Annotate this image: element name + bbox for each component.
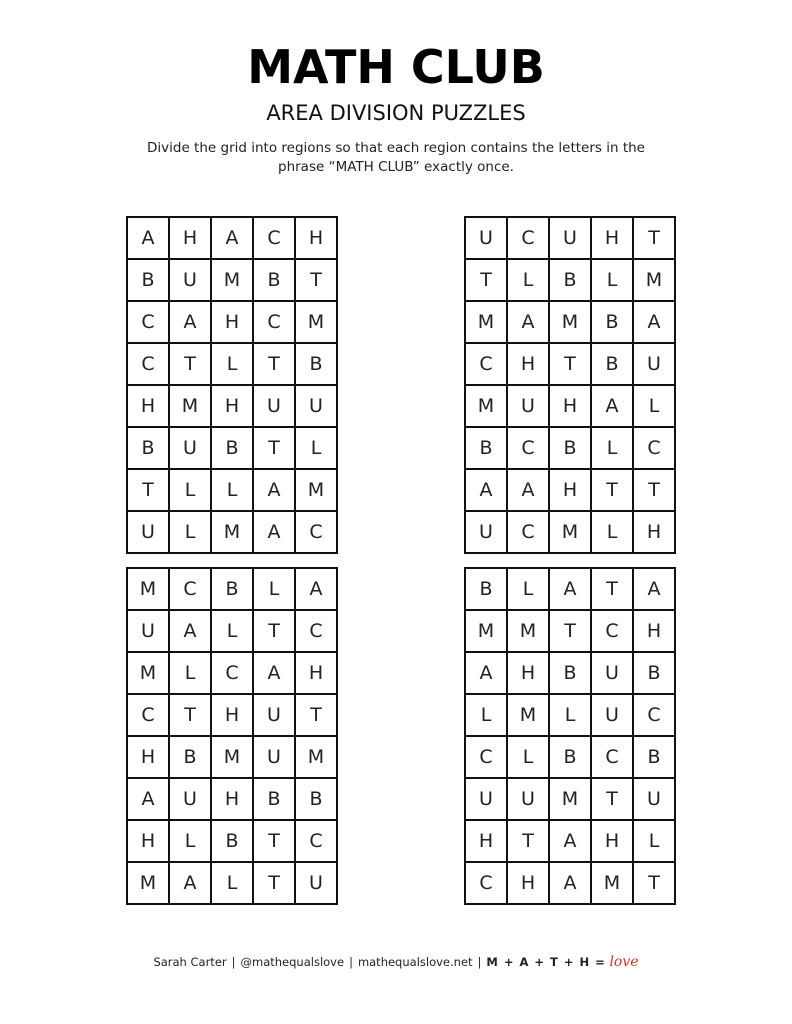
puzzle-cell: U — [591, 694, 633, 736]
puzzle-cell: T — [253, 427, 295, 469]
puzzle-cell: L — [633, 385, 675, 427]
puzzle-cell: T — [591, 778, 633, 820]
puzzle-cell: B — [549, 652, 591, 694]
puzzle-row — [465, 217, 675, 259]
puzzle-cell: T — [465, 259, 507, 301]
puzzle-row — [465, 343, 675, 385]
puzzle-cell: L — [211, 469, 253, 511]
puzzle-cell: B — [253, 259, 295, 301]
footer-brand: M + A + T + H = — [486, 955, 606, 969]
puzzle-cell: B — [127, 427, 169, 469]
puzzle-cell: A — [127, 217, 169, 259]
puzzle-cell: A — [633, 301, 675, 343]
puzzle-cell: B — [465, 427, 507, 469]
puzzle-cell: B — [591, 301, 633, 343]
page-subtitle: AREA DIVISION PUZZLES — [266, 101, 526, 125]
puzzle-cell: U — [169, 427, 211, 469]
puzzle-cell: H — [127, 385, 169, 427]
puzzle-cell: B — [549, 259, 591, 301]
puzzle-cell: A — [591, 385, 633, 427]
puzzle-row — [127, 820, 337, 862]
puzzle-cell: A — [465, 652, 507, 694]
puzzle-cell: C — [253, 301, 295, 343]
puzzle-cell: T — [295, 259, 337, 301]
footer-handle: @mathequalslove — [240, 955, 345, 969]
puzzle-cell: M — [211, 736, 253, 778]
puzzle-grid-4 — [464, 567, 676, 905]
footer-separator: | — [349, 955, 353, 969]
puzzle-cell: B — [633, 736, 675, 778]
puzzle-cell: M — [127, 652, 169, 694]
puzzle-cell: B — [295, 778, 337, 820]
puzzle-row — [127, 862, 337, 904]
puzzle-cell: M — [127, 862, 169, 904]
puzzle-cell: H — [295, 652, 337, 694]
puzzle-row — [127, 736, 337, 778]
puzzle-cell: U — [507, 385, 549, 427]
puzzle-cell: U — [127, 511, 169, 553]
puzzle-row — [127, 217, 337, 259]
puzzle-cell: M — [549, 778, 591, 820]
puzzle-cell: H — [465, 820, 507, 862]
puzzle-cell: C — [295, 610, 337, 652]
puzzle-cell: H — [507, 652, 549, 694]
puzzle-cell: A — [169, 862, 211, 904]
puzzle-cell: L — [211, 610, 253, 652]
puzzle-cell: L — [591, 427, 633, 469]
puzzle-cell: C — [507, 217, 549, 259]
puzzle-cell: T — [253, 610, 295, 652]
puzzle-cell: M — [211, 259, 253, 301]
puzzle-cell: B — [169, 736, 211, 778]
puzzle-row — [465, 736, 675, 778]
puzzle-cell: M — [295, 469, 337, 511]
puzzle-cell: T — [633, 217, 675, 259]
puzzle-row — [465, 778, 675, 820]
puzzle-cell: A — [633, 568, 675, 610]
puzzle-row — [465, 385, 675, 427]
puzzle-cell: B — [633, 652, 675, 694]
puzzle-cell: B — [211, 568, 253, 610]
puzzle-cell: U — [169, 778, 211, 820]
puzzle-cell: U — [253, 694, 295, 736]
puzzle-row — [127, 511, 337, 553]
puzzle-cell: B — [253, 778, 295, 820]
puzzle-cell: L — [169, 820, 211, 862]
puzzle-row — [465, 610, 675, 652]
puzzle-cell: A — [507, 469, 549, 511]
footer-separator: | — [477, 955, 482, 969]
puzzle-cell: M — [549, 511, 591, 553]
puzzle-cell: T — [253, 820, 295, 862]
puzzle-cell: A — [253, 652, 295, 694]
puzzle-row — [127, 385, 337, 427]
puzzle-cell: C — [465, 862, 507, 904]
puzzle-cell: A — [253, 469, 295, 511]
puzzle-row — [127, 568, 337, 610]
puzzle-cell: C — [127, 301, 169, 343]
puzzle-cell: A — [507, 301, 549, 343]
puzzle-cell: B — [127, 259, 169, 301]
puzzle-cell: T — [633, 469, 675, 511]
puzzle-cell: C — [591, 736, 633, 778]
footer — [0, 954, 792, 970]
puzzle-cell: A — [169, 301, 211, 343]
puzzle-cell: U — [591, 652, 633, 694]
puzzle-cell: C — [465, 736, 507, 778]
puzzle-cell: C — [295, 820, 337, 862]
footer-website: mathequalslove.net — [357, 955, 473, 969]
puzzle-cell: C — [295, 511, 337, 553]
footer-author: Sarah Carter — [153, 955, 227, 969]
puzzle-cell: A — [295, 568, 337, 610]
puzzle-cell: T — [633, 862, 675, 904]
puzzle-cell: B — [549, 736, 591, 778]
puzzle-row — [127, 301, 337, 343]
puzzle-row — [465, 511, 675, 553]
puzzle-cell: T — [591, 469, 633, 511]
puzzle-cell: L — [169, 469, 211, 511]
puzzle-cell: C — [633, 427, 675, 469]
puzzle-cell: H — [127, 736, 169, 778]
puzzle-cell: C — [465, 343, 507, 385]
puzzle-cell: L — [507, 259, 549, 301]
puzzle-cell: U — [507, 778, 549, 820]
puzzle-cell: H — [507, 862, 549, 904]
puzzle-row — [127, 652, 337, 694]
puzzle-cell: B — [549, 427, 591, 469]
instructions — [96, 139, 696, 177]
puzzle-cell: T — [295, 694, 337, 736]
puzzle-cell: U — [465, 217, 507, 259]
puzzle-cell: U — [465, 511, 507, 553]
puzzle-cell: B — [465, 568, 507, 610]
puzzle-cell: M — [295, 301, 337, 343]
puzzle-cell: M — [549, 301, 591, 343]
puzzle-cell: B — [295, 343, 337, 385]
puzzle-cell: M — [127, 568, 169, 610]
puzzle-cell: C — [253, 217, 295, 259]
puzzle-cell: L — [211, 343, 253, 385]
puzzle-row — [127, 343, 337, 385]
instructions-line-2: phrase “MATH CLUB” exactly once. — [278, 159, 514, 175]
puzzle-cell: U — [633, 778, 675, 820]
puzzle-row — [465, 694, 675, 736]
puzzle-cell: M — [465, 385, 507, 427]
puzzle-cell: A — [465, 469, 507, 511]
puzzle-cell: U — [633, 343, 675, 385]
puzzle-cell: H — [591, 217, 633, 259]
puzzle-cell: U — [295, 385, 337, 427]
puzzle-cell: H — [549, 385, 591, 427]
puzzle-cell: A — [169, 610, 211, 652]
puzzle-cell: A — [549, 862, 591, 904]
puzzle-cell: L — [549, 694, 591, 736]
puzzle-cell: C — [507, 511, 549, 553]
puzzle-cell: L — [633, 820, 675, 862]
page-title: MATH CLUB — [247, 40, 545, 94]
puzzle-cell: M — [211, 511, 253, 553]
puzzle-cell: A — [549, 568, 591, 610]
puzzle-cell: U — [253, 385, 295, 427]
puzzle-grid-3 — [126, 567, 338, 905]
puzzle-row — [127, 694, 337, 736]
puzzle-cell: T — [169, 343, 211, 385]
puzzle-cell: H — [211, 694, 253, 736]
puzzle-grid-1 — [126, 216, 338, 554]
puzzle-row — [465, 301, 675, 343]
puzzle-cell: M — [295, 736, 337, 778]
puzzle-row — [465, 820, 675, 862]
puzzle-cell: L — [253, 568, 295, 610]
puzzle-cell: U — [127, 610, 169, 652]
puzzle-cell: H — [211, 385, 253, 427]
puzzle-cell: H — [633, 511, 675, 553]
puzzle-row — [465, 427, 675, 469]
puzzle-cell: H — [591, 820, 633, 862]
puzzle-cell: H — [549, 469, 591, 511]
puzzle-cell: C — [633, 694, 675, 736]
puzzle-cell: T — [549, 343, 591, 385]
puzzle-cell: H — [211, 778, 253, 820]
puzzle-cell: M — [465, 610, 507, 652]
puzzle-row — [127, 610, 337, 652]
puzzle-cell: T — [253, 343, 295, 385]
puzzle-cell: T — [591, 568, 633, 610]
puzzle-cell: T — [127, 469, 169, 511]
puzzle-cell: T — [169, 694, 211, 736]
puzzle-cell: B — [591, 343, 633, 385]
puzzle-cell: C — [211, 652, 253, 694]
puzzle-cell: U — [295, 862, 337, 904]
puzzle-cell: A — [211, 217, 253, 259]
puzzle-cell: A — [127, 778, 169, 820]
puzzle-cell: L — [591, 511, 633, 553]
puzzle-cell: H — [211, 301, 253, 343]
puzzle-row — [127, 427, 337, 469]
puzzle-cell: L — [295, 427, 337, 469]
puzzle-row — [465, 862, 675, 904]
puzzle-cell: C — [127, 694, 169, 736]
puzzle-cell: L — [211, 862, 253, 904]
puzzle-cell: H — [169, 217, 211, 259]
puzzle-cell: C — [591, 610, 633, 652]
puzzle-cell: T — [253, 862, 295, 904]
puzzle-cell: L — [591, 259, 633, 301]
puzzle-row — [465, 568, 675, 610]
puzzle-cell: L — [507, 568, 549, 610]
puzzle-cell: C — [127, 343, 169, 385]
puzzle-cell: U — [169, 259, 211, 301]
puzzle-row — [127, 259, 337, 301]
puzzle-cell: T — [549, 610, 591, 652]
puzzle-cell: A — [549, 820, 591, 862]
puzzle-row — [465, 259, 675, 301]
puzzle-cell: B — [211, 427, 253, 469]
puzzle-cell: M — [507, 610, 549, 652]
puzzle-cell: H — [633, 610, 675, 652]
puzzle-cell: C — [507, 427, 549, 469]
puzzle-grid-2 — [464, 216, 676, 554]
puzzle-cell: L — [507, 736, 549, 778]
puzzle-cell: L — [169, 652, 211, 694]
puzzle-cell: U — [549, 217, 591, 259]
instructions-line-1: Divide the grid into regions so that each region contains the letters in the — [147, 140, 645, 156]
puzzle-cell: M — [591, 862, 633, 904]
puzzle-cell: C — [169, 568, 211, 610]
puzzle-row — [127, 469, 337, 511]
puzzle-cell: M — [169, 385, 211, 427]
puzzle-cell: T — [507, 820, 549, 862]
puzzle-cell: U — [465, 778, 507, 820]
puzzle-row — [465, 469, 675, 511]
puzzle-cell: L — [169, 511, 211, 553]
puzzle-cell: H — [127, 820, 169, 862]
puzzle-row — [465, 652, 675, 694]
puzzle-cell: U — [253, 736, 295, 778]
footer-love-logo: love — [609, 954, 639, 970]
puzzle-cell: H — [295, 217, 337, 259]
puzzle-row — [127, 778, 337, 820]
puzzle-cell: B — [211, 820, 253, 862]
footer-separator: | — [231, 955, 236, 969]
puzzle-cell: M — [465, 301, 507, 343]
puzzle-cell: M — [507, 694, 549, 736]
puzzle-cell: L — [465, 694, 507, 736]
puzzle-cell: M — [633, 259, 675, 301]
puzzle-cell: H — [507, 343, 549, 385]
puzzle-cell: A — [253, 511, 295, 553]
